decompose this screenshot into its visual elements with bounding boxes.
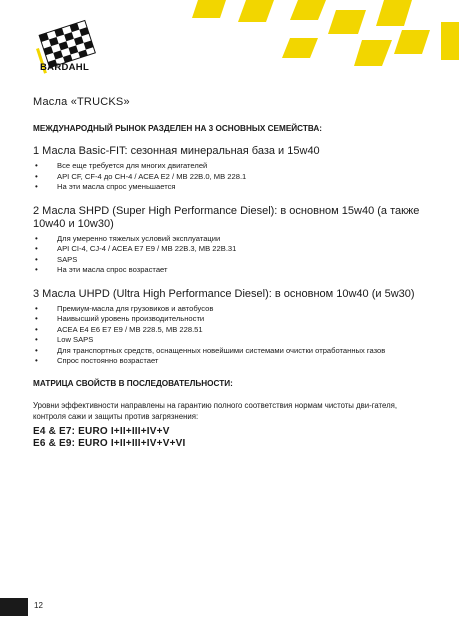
matrix-paragraph: Уровни эффективности направлены на гарантию полного соответствия нормам чистоты дви-гателя, контроля сажи и защиты против загрязнения: bbox=[33, 400, 398, 421]
list-item: • Все еще требуется для многих двигателей bbox=[33, 161, 423, 172]
family-section bbox=[33, 205, 423, 276]
list-item: • На эти масла спрос уменьшается bbox=[33, 182, 423, 193]
list-item: • Для транспортных средств, оснащенных новейшими системами очистки отработанных газов bbox=[33, 346, 423, 357]
list-item: • SAPS bbox=[33, 255, 423, 266]
list-item: • Спрос постоянно возрастает bbox=[33, 356, 423, 367]
list-item: • Для умеренно тяжелых условий эксплуатации bbox=[33, 234, 423, 245]
list-item: • Low SAPS bbox=[33, 335, 423, 346]
yellow-checker-decoration bbox=[140, 0, 440, 80]
family-heading: 2 Масла SHPD (Super High Performance Diesel): в основном 15w40 (а также 10w40 и 10w30) bbox=[33, 204, 420, 230]
matrix-heading: МАТРИЦА СВОЙСТВ В ПОСЛЕДОВАТЕЛЬНОСТИ: bbox=[33, 378, 233, 388]
document-body bbox=[33, 96, 423, 451]
page-number-bar bbox=[0, 598, 28, 616]
page-title: Масла «TRUCKS» bbox=[33, 96, 130, 108]
intro-heading: МЕЖДУНАРОДНЫЙ РЫНОК РАЗДЕЛЕН НА 3 ОСНОВНЫХ СЕМЕЙСТВА: bbox=[33, 124, 323, 133]
list-item: • API CF, CF-4 до CH-4 / ACEA E2 / MB 22B.0, MB 228.1 bbox=[33, 172, 423, 183]
family-list bbox=[33, 161, 423, 193]
page-number: 12 bbox=[34, 601, 43, 610]
list-item: • ACEA E4 E6 E7 E9 / MB 228.5, MB 228.51 bbox=[33, 325, 423, 336]
list-item: • Наивысший уровень производительности bbox=[33, 314, 423, 325]
yellow-edge-bar bbox=[441, 22, 459, 60]
family-section bbox=[33, 145, 423, 193]
logo-text: BARDAHL bbox=[40, 62, 90, 73]
euro-line: E4 & E7: EURO I+II+III+IV+V bbox=[33, 425, 170, 437]
family-section bbox=[33, 288, 423, 367]
page-header bbox=[0, 0, 459, 80]
list-item: • На эти масла спрос возрастает bbox=[33, 265, 423, 276]
family-heading: 1 Масла Basic-FIT: сезонная минеральная база и 15w40 bbox=[33, 145, 320, 157]
list-item: • Премиум-масла для грузовиков и автобусов bbox=[33, 304, 423, 315]
family-heading: 3 Масла UHPD (Ultra High Performance Diesel): в основном 10w40 (и 5w30) bbox=[33, 287, 415, 300]
list-item: • API CI-4, CJ-4 / ACEA E7 E9 / MB 22B.3, MB 22B.31 bbox=[33, 244, 423, 255]
euro-line: E6 & E9: EURO I+II+III+IV+V+VI bbox=[33, 438, 186, 449]
family-list bbox=[33, 234, 423, 276]
family-list bbox=[33, 304, 423, 367]
